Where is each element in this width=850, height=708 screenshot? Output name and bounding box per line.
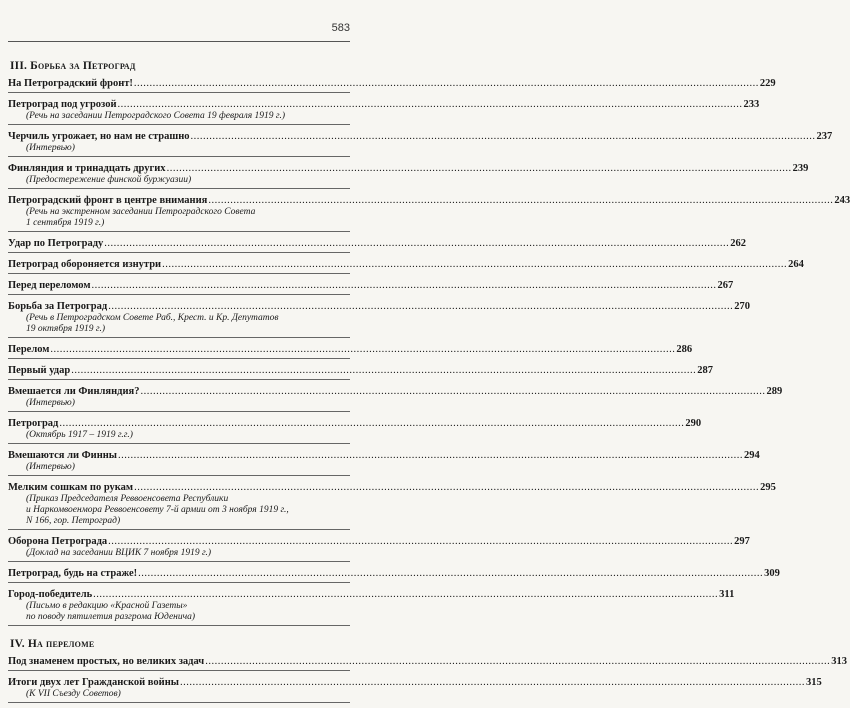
toc-entry-page: 270 [734, 301, 750, 312]
section-title: III. Борьба за Петроград [10, 60, 136, 72]
toc-entry-page: 243 [834, 195, 850, 206]
dot-leader: ........................................................................................................................................................................................................ [118, 450, 743, 461]
toc-entry[interactable] [8, 343, 693, 359]
toc-entry-title: Под знаменем простых, но великих задач [8, 656, 205, 667]
dot-leader: ........................................................................................................................................................................................................ [104, 238, 730, 249]
header-rule [8, 41, 350, 42]
dot-leader: ........................................................................................................................................................................................................ [179, 677, 805, 688]
toc-entry-line [8, 78, 776, 90]
toc-entry[interactable] [8, 535, 750, 562]
toc-entry-page: 311 [719, 589, 735, 600]
toc-entry-line [8, 482, 776, 494]
toc-entry-line [8, 568, 780, 580]
dot-leader: ........................................................................................................................................................................................................ [190, 131, 816, 142]
toc-entry-page: 315 [805, 677, 822, 688]
toc-entry-line [8, 450, 760, 462]
dot-leader: ........................................................................................................................................................................................................ [138, 568, 764, 579]
toc-entry-note: (Предостережение финской буржуазии) [26, 175, 192, 185]
toc-entry[interactable] [8, 300, 750, 338]
toc-entry-title: Первый удар [8, 365, 71, 376]
toc-entry-note: (Речь на заседании Петроградского Совета 19 февраля 1919 г.) [26, 111, 286, 121]
toc-entry-line [8, 195, 850, 207]
toc-entry-line [8, 259, 804, 271]
toc-entry[interactable] [8, 279, 734, 295]
dot-leader: ........................................................................................................................................................................................................ [140, 386, 766, 397]
toc-entry-title: Удар по Петрограду [8, 238, 104, 249]
toc-entry-page: 294 [744, 450, 760, 461]
toc-entry-title: Петроград [8, 418, 59, 429]
toc-entry[interactable] [8, 655, 847, 671]
page-number: 583 [331, 22, 350, 34]
toc-entry-page: 290 [685, 418, 702, 429]
table-of-contents [8, 60, 850, 708]
toc-entry-page: 309 [764, 568, 780, 579]
toc-entry-title: Вмешаются ли Финны [8, 450, 117, 461]
toc-entry[interactable] [8, 385, 783, 412]
toc-entry-title: Петроград, будь на страже! [8, 568, 138, 579]
toc-entry-title: Петроградский фронт в центре внимания [8, 195, 208, 206]
dot-leader: ........................................................................................................................................................................................................ [166, 163, 792, 174]
toc-entry-page: 295 [760, 482, 776, 493]
toc-entry-note: 1 сентября 1919 г.) [26, 218, 105, 228]
dot-leader: ........................................................................................................................................................................................................ [162, 259, 788, 270]
toc-entry-line [8, 656, 847, 668]
toc-entry-page: 237 [816, 131, 833, 142]
toc-entry-line [8, 536, 750, 548]
dot-leader: ........................................................................................................................................................................................................ [134, 482, 760, 493]
dot-leader: ........................................................................................................................................................................................................ [117, 99, 743, 110]
toc-entry-line [8, 163, 809, 175]
dot-leader: ........................................................................................................................................................................................................ [93, 589, 719, 600]
toc-entry-page: 233 [743, 99, 760, 110]
toc-entry-title: Мелким сошкам по рукам [8, 482, 134, 493]
toc-entry-note: (К VII Съезду Советов) [26, 689, 121, 699]
toc-entry[interactable] [8, 364, 713, 380]
toc-entry-page: 287 [697, 365, 713, 376]
toc-entry-line [8, 386, 783, 398]
toc-entry-line [8, 344, 693, 356]
toc-entry[interactable] [8, 567, 780, 583]
toc-entry-title: Петроград обороняется изнутри [8, 259, 162, 270]
toc-entry-line [8, 589, 735, 601]
dot-leader: ........................................................................................................................................................................................................ [71, 365, 697, 376]
dot-leader: ........................................................................................................................................................................................................ [91, 280, 717, 291]
toc-entry-page: 239 [792, 163, 809, 174]
toc-entry-line [8, 238, 747, 250]
dot-leader: ........................................................................................................................................................................................................ [108, 536, 734, 547]
toc-entry-title: Перед переломом [8, 280, 91, 291]
dot-leader: ........................................................................................................................................................................................................ [50, 344, 676, 355]
toc-entry-line [8, 365, 713, 377]
dot-leader: ........................................................................................................................................................................................................ [205, 656, 831, 667]
toc-entry-note: (Речь в Петроградском Совете Раб., Крест. и Кр. Депутатов [26, 313, 279, 323]
toc-entry-note: (Октябрь 1917 – 1919 г.г.) [26, 430, 133, 440]
toc-entry-note: (Приказ Председателя Реввоенсовета Республики [26, 494, 229, 504]
toc-entry[interactable] [8, 194, 850, 232]
toc-entry[interactable] [8, 481, 776, 530]
toc-entry-title: Черчиль угрожает, но нам не страшно [8, 131, 190, 142]
toc-entry[interactable] [8, 162, 809, 189]
toc-entry-line [8, 280, 734, 292]
toc-entry-page: 229 [759, 78, 776, 89]
toc-entry-title: Вмешается ли Финляндия? [8, 386, 140, 397]
dot-leader: ........................................................................................................................................................................................................ [108, 301, 734, 312]
dot-leader: ........................................................................................................................................................................................................ [208, 195, 834, 206]
toc-entry-note: и Наркомвоенмора Реввоенсовету 7-й армии от 3 ноября 1919 г., [26, 505, 289, 515]
toc-entry-title: Город-победитель [8, 589, 93, 600]
toc-entry-note: (Письмо в редакцию «Красной Газеты» [26, 601, 188, 611]
toc-entry-line [8, 99, 760, 111]
toc-entry-title: Борьба за Петроград [8, 301, 108, 312]
toc-entry-title: На Петроградский фронт! [8, 78, 133, 89]
toc-entry-title: Перелом [8, 344, 50, 355]
toc-entry[interactable] [8, 676, 822, 703]
toc-entry-title: Оборона Петрограда [8, 536, 108, 547]
toc-entry[interactable] [8, 98, 760, 125]
toc-entry[interactable] [8, 417, 702, 444]
toc-entry-line [8, 131, 833, 143]
toc-entry-page: 267 [717, 280, 734, 291]
toc-entry[interactable] [8, 130, 833, 157]
toc-entry-line [8, 418, 702, 430]
toc-entry-note: (Интервью) [26, 398, 75, 408]
toc-entry[interactable] [8, 77, 776, 93]
dot-leader: ........................................................................................................................................................................................................ [59, 418, 685, 429]
toc-entry-line [8, 677, 822, 689]
toc-entry[interactable] [8, 449, 760, 476]
toc-entry-note: (Речь на экстренном заседании Петроградского Совета [26, 207, 256, 217]
toc-entry-page: 262 [730, 238, 747, 249]
toc-entry-title: Петроград под угрозой [8, 99, 117, 110]
toc-entry[interactable] [8, 588, 735, 626]
toc-entry[interactable] [8, 258, 804, 274]
toc-entry-note: 19 октября 1919 г.) [26, 324, 106, 334]
toc-entry-page: 313 [831, 656, 847, 667]
toc-entry-line [8, 301, 750, 313]
toc-entry-title: Итоги двух лет Гражданской войны [8, 677, 179, 688]
toc-entry-note: N 166, гор. Петроград) [26, 516, 121, 526]
toc-entry-note: по поводу пятилетия разгрома Юденича) [26, 612, 196, 622]
toc-entry[interactable] [8, 237, 747, 253]
toc-entry-page: 289 [766, 386, 783, 397]
toc-entry-page: 264 [788, 259, 804, 270]
section-title: IV. На переломе [10, 638, 95, 650]
toc-entry-title: Финляндия и тринадцать других [8, 163, 166, 174]
toc-entry-note: (Доклад на заседании ВЦИК 7 ноября 1919 г.) [26, 548, 212, 558]
toc-entry-page: 286 [676, 344, 693, 355]
toc-entry-note: (Интервью) [26, 143, 75, 153]
toc-entry-note: (Интервью) [26, 462, 75, 472]
dot-leader: ........................................................................................................................................................................................................ [133, 78, 759, 89]
toc-entry-page: 297 [734, 536, 750, 547]
